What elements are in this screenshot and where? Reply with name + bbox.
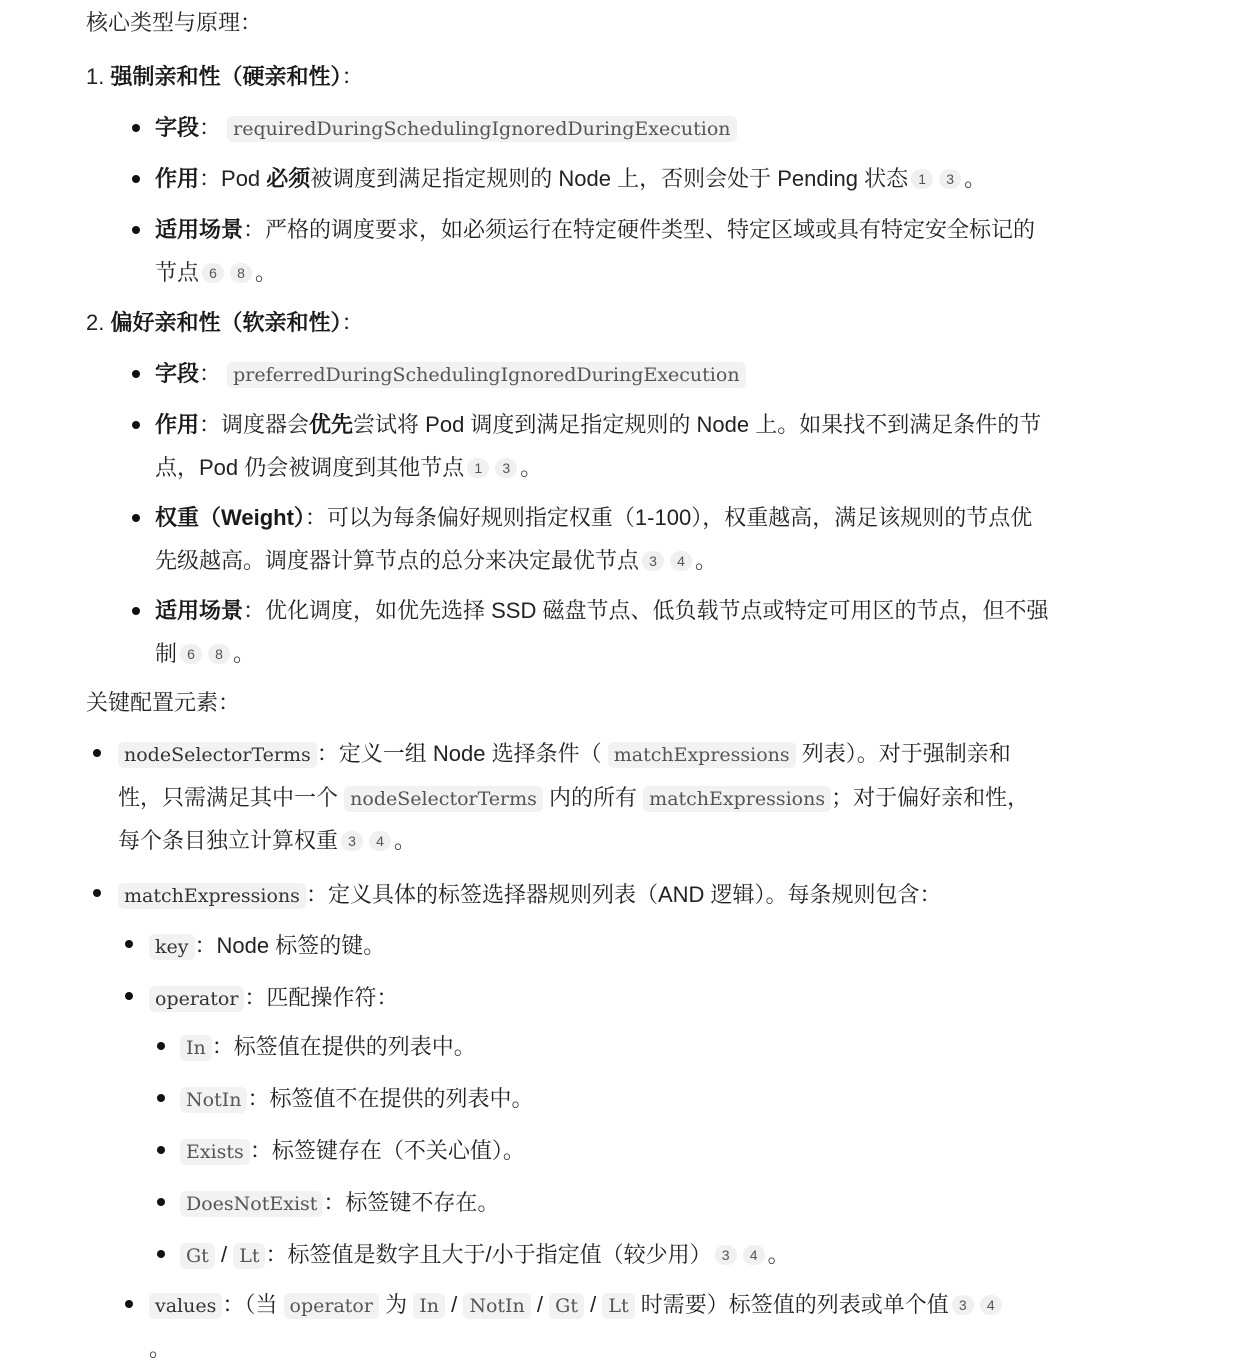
field-label: 字段 (155, 115, 200, 140)
item2-effect (155, 410, 1041, 440)
bullet-icon (157, 1198, 165, 1206)
citation-badge[interactable]: 3 (642, 551, 664, 571)
citation-badge[interactable]: 8 (208, 644, 230, 664)
item1-colon: ： (341, 64, 364, 89)
item2-scene-cont (155, 639, 255, 669)
nst-text: 内的所有 (549, 785, 638, 810)
op-text: ：标签值不在提供的列表中。 (247, 1086, 534, 1111)
scene-label: 适用场景 (155, 598, 244, 623)
nst-line-3 (118, 826, 416, 856)
op-text: ：标签值在提供的列表中。 (211, 1034, 476, 1059)
scene-text: ：严格的调度要求，如必须运行在特定硬件类型、特定区域或具有特定安全标记的 (243, 217, 1036, 242)
citation-badge[interactable]: 1 (911, 169, 933, 189)
nst-text: ；对于偏好亲和性， (831, 785, 1030, 810)
citation-badge[interactable]: 3 (952, 1295, 974, 1315)
scene-text: 制 (155, 641, 178, 666)
period: 。 (233, 641, 256, 666)
values-text: 时需要）标签值的列表或单个值 (640, 1292, 949, 1317)
bullet-icon (93, 889, 101, 897)
item1-number: 1. (86, 64, 105, 89)
effect-text: 尝试将 Pod 调度到满足指定规则的 Node 上。如果找不到满足条件的节 (353, 412, 1042, 437)
inline-code: In (413, 1293, 445, 1319)
bullet-icon (132, 514, 140, 522)
item2-heading (86, 308, 364, 338)
bullet-icon (125, 992, 133, 1000)
item1-field: 字段： requiredDuringSchedulingIgnoredDuringExecution (155, 113, 737, 144)
item2-colon: ： (341, 310, 364, 335)
effect-text: 点，Pod 仍会被调度到其他节点 (155, 455, 465, 480)
item1-scene (155, 215, 1035, 245)
bullet-icon (157, 1250, 165, 1258)
effect-text: ：Pod (199, 166, 267, 191)
bullet-icon (125, 940, 133, 948)
inline-code: operator (284, 1293, 379, 1319)
bullet-icon (132, 226, 140, 234)
me-line (118, 880, 942, 911)
op-text: ：标签值是数字且大于/小于指定值（较少用） (265, 1242, 712, 1267)
inline-code: NotIn (463, 1293, 530, 1319)
bullet-icon (93, 749, 101, 757)
item2-scene (155, 596, 1048, 626)
scene-label: 适用场景 (155, 217, 244, 242)
citation-badge[interactable]: 4 (670, 551, 692, 571)
effect-emphasis: 必须 (266, 166, 311, 191)
key-code: key (149, 934, 195, 960)
item2-weight (155, 503, 1032, 533)
citation-badge[interactable]: 4 (743, 1245, 765, 1265)
op-in-line (180, 1032, 476, 1063)
nst-text: 每个条目独立计算权重 (118, 828, 339, 853)
values-code: values (149, 1293, 222, 1319)
effect-emphasis: 优先 (309, 412, 354, 437)
scene-text: 节点 (155, 260, 200, 285)
item1-heading (86, 62, 364, 92)
op-code: Exists (180, 1139, 250, 1165)
weight-text: ：可以为每条偏好规则指定权重（1-100），权重越高，满足该规则的节点优 (304, 505, 1033, 530)
item2-number: 2. (86, 310, 105, 335)
bullet-icon (132, 421, 140, 429)
bullet-icon (132, 370, 140, 378)
item2-field: 字段： preferredDuringSchedulingIgnoredDuringExecution (155, 359, 746, 390)
bullet-icon (157, 1146, 165, 1154)
scene-text: ：优化调度，如优先选择 SSD 磁盘节点、低负载节点或特定可用区的节点，但不强 (243, 598, 1049, 623)
nst-code: nodeSelectorTerms (118, 742, 317, 768)
slash: / (220, 1242, 228, 1267)
effect-text: ：调度器会 (199, 412, 310, 437)
citation-badge[interactable]: 6 (180, 644, 202, 664)
nst-line-2 (118, 783, 1029, 814)
op-text: ：标签键不存在。 (323, 1190, 500, 1215)
op-doesnotexist-line (180, 1188, 499, 1219)
item1-title: 强制亲和性（硬亲和性） (110, 64, 342, 89)
period: 。 (255, 260, 278, 285)
operator-code: operator (149, 986, 244, 1012)
key-text: ：Node 标签的键。 (194, 933, 386, 958)
field-label: 字段 (155, 361, 200, 386)
operator-text: ：匹配操作符： (244, 985, 399, 1010)
slash: / (590, 1292, 597, 1317)
citation-badge[interactable]: 3 (939, 169, 961, 189)
period: 。 (964, 166, 987, 191)
op-gtlt-line (180, 1240, 790, 1271)
me-text: ：定义具体的标签选择器规则列表（AND 逻辑）。每条规则包含： (305, 882, 942, 907)
key-line (149, 931, 385, 962)
bullet-icon (132, 124, 140, 132)
bullet-icon (132, 175, 140, 183)
op-code: Lt (233, 1243, 265, 1269)
effect-label: 作用 (155, 412, 200, 437)
field-code: requiredDuringSchedulingIgnoredDuringExecution (227, 116, 736, 142)
section-heading-config: 关键配置元素： (86, 690, 241, 715)
effect-label: 作用 (155, 166, 200, 191)
citation-badge[interactable]: 3 (341, 831, 363, 851)
citation-badge[interactable]: 1 (467, 458, 489, 478)
bullet-icon (157, 1042, 165, 1050)
inline-code: matchExpressions (608, 742, 796, 768)
bullet-icon (157, 1094, 165, 1102)
op-notin-line (180, 1084, 533, 1115)
citation-badge[interactable]: 4 (369, 831, 391, 851)
op-exists-line (180, 1136, 525, 1167)
op-code: NotIn (180, 1087, 247, 1113)
values-line (149, 1290, 1005, 1321)
nst-line-1 (118, 739, 1011, 770)
field-code: preferredDuringSchedulingIgnoredDuringExecution (227, 362, 745, 388)
inline-code: Lt (602, 1293, 634, 1319)
nst-text: 列表）。对于强制亲和 (801, 741, 1011, 766)
inline-code: matchExpressions (643, 786, 831, 812)
op-code: Gt (180, 1243, 215, 1269)
weight-text: 先级越高。调度器计算节点的总分来决定最优节点 (155, 548, 640, 573)
op-text: ：标签键存在（不关心值）。 (249, 1138, 525, 1163)
item1-effect (155, 164, 986, 194)
values-period: 。 (149, 1336, 172, 1361)
values-text: ：（当 (222, 1292, 278, 1317)
section-heading-core: 核心类型与原理： (86, 10, 263, 35)
citation-badge[interactable]: 3 (715, 1245, 737, 1265)
item2-weight-cont (155, 546, 717, 576)
item2-title: 偏好亲和性（软亲和性） (110, 310, 342, 335)
nst-text: 性，只需满足其中一个 (118, 785, 339, 810)
values-text: 为 (385, 1292, 408, 1317)
op-code: In (180, 1035, 212, 1061)
bullet-icon (132, 607, 140, 615)
op-code: DoesNotExist (180, 1191, 323, 1217)
citation-badge[interactable]: 3 (495, 458, 517, 478)
period: 。 (394, 828, 417, 853)
citation-badge[interactable]: 6 (202, 263, 224, 283)
citation-badge[interactable]: 8 (230, 263, 252, 283)
me-code: matchExpressions (118, 883, 306, 909)
inline-code: Gt (549, 1293, 584, 1319)
citation-badge[interactable]: 4 (980, 1295, 1002, 1315)
item1-scene-cont (155, 258, 277, 288)
operator-line (149, 983, 398, 1014)
weight-label: 权重（Weight） (155, 505, 305, 530)
slash: / (451, 1292, 458, 1317)
bullet-icon (125, 1300, 133, 1308)
inline-code: nodeSelectorTerms (344, 786, 543, 812)
nst-text: ：定义一组 Node 选择条件（ (316, 741, 602, 766)
item2-effect-cont (155, 453, 542, 483)
effect-text: 被调度到满足指定规则的 Node 上，否则会处于 Pending 状态 (310, 166, 909, 191)
period: 。 (695, 548, 718, 573)
period: 。 (520, 455, 543, 480)
slash: / (536, 1292, 544, 1317)
period: 。 (767, 1242, 790, 1267)
